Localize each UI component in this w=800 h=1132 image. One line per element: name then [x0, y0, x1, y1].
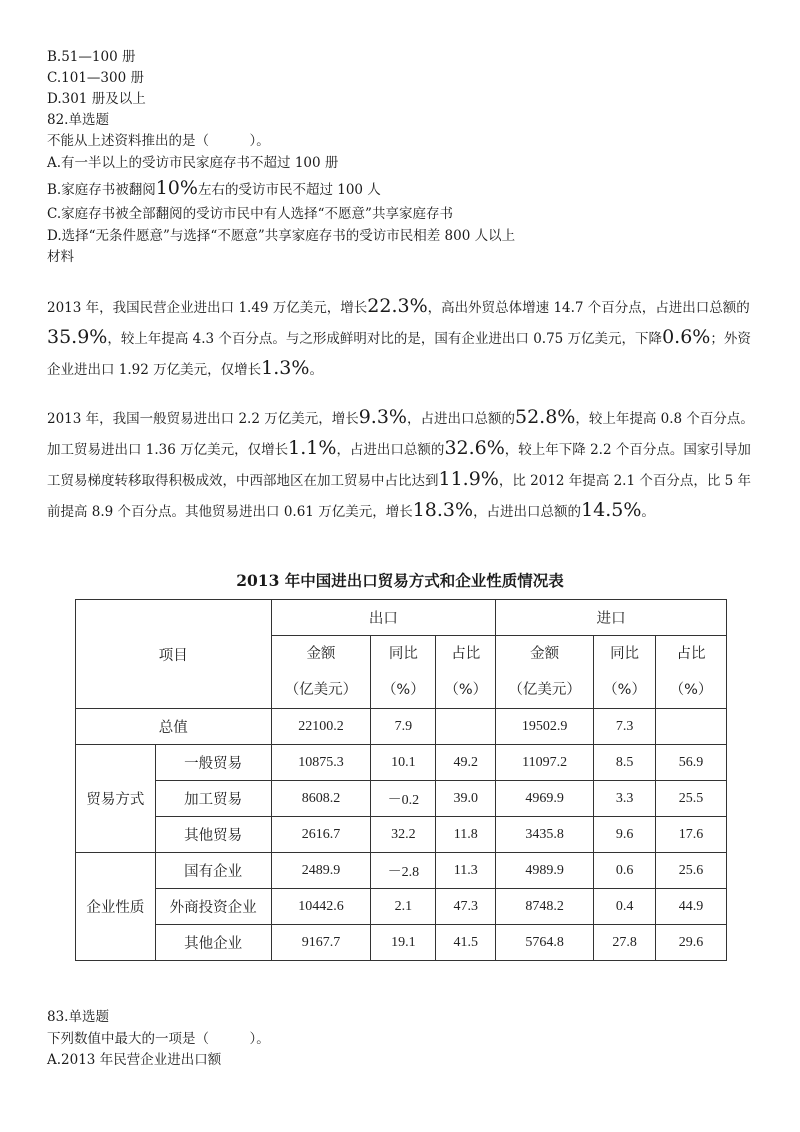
header-export: 出口: [271, 600, 496, 636]
q82-option-a: A.有一半以上的受访市民家庭存书不超过 100 册: [47, 155, 339, 171]
q83-number: 83.单选题: [47, 1009, 109, 1025]
header-export-share: 占比 （%）: [436, 636, 496, 709]
header-import-yoy: 同比 （%）: [594, 636, 656, 709]
header-import-amount: 金额 （亿美元）: [496, 636, 594, 709]
table-row: 企业性质 国有企业 2489.9 －2.8 11.3 4989.9 0.6 25.6: [76, 853, 727, 889]
q82-option-b-pre: B.家庭存书被翻阅: [47, 182, 156, 198]
material-paragraph-1: 2013 年，我国民营企业进出口 1.49 万亿美元，增长22.3%，高出外贸总体增速 14.7 个百分点，占进出口总额的35.9%，较上年提高 4.3 个百分点。与之形成鲜明对比的是，国有企业进出口 0.75 万亿美元，下降0.6%；外资企业进出口 1.92 万亿美元，仅增长1.3%。: [47, 295, 751, 379]
q83-stem: 下列数值中最大的一项是（ ）。: [47, 1031, 270, 1047]
q82-stem: 不能从上述资料推出的是（ ）。: [47, 133, 270, 149]
header-item: 项目: [76, 600, 272, 709]
table-row: 贸易方式 一般贸易 10875.3 10.1 49.2 11097.2 8.5 56.9: [76, 745, 727, 781]
group-label-enterprise-type: 企业性质: [76, 853, 156, 961]
q82-option-b: [47, 178, 381, 200]
table-header-row-1: [76, 600, 727, 636]
table-row: 其他贸易 2616.7 32.2 11.8 3435.8 9.6 17.6: [76, 817, 727, 853]
q81-option-b: B.51—100 册: [47, 49, 136, 65]
table-row: 外商投资企业 10442.6 2.1 47.3 8748.2 0.4 44.9: [76, 889, 727, 925]
trade-table: [75, 599, 727, 961]
q81-option-d: D.301 册及以上: [47, 91, 146, 107]
header-export-yoy: 同比 （%）: [371, 636, 436, 709]
q82-option-b-post: 左右的受访市民不超过 100 人: [197, 182, 381, 198]
table-row: 其他企业 9167.7 19.1 41.5 5764.8 27.8 29.6: [76, 925, 727, 961]
material-paragraph-2: 2013 年，我国一般贸易进出口 2.2 万亿美元，增长9.3%，占进出口总额的52.8%，较上年提高 0.8 个百分点。加工贸易进出口 1.36 万亿美元，仅增长1.1%，占进出口总额的32.6%，较上年下降 2.2 个百分点。国家引导加工贸易梯度转移取得积极成效，中西部地区在加工贸易中占比达到11.9%，比 2012 年提高 2.1 个百分点，比 5 年前提高 8.9 个百分点。其他贸易进出口 0.61 万亿美元，增长18.3%，占进出口总额的14.5%。: [47, 406, 754, 521]
table-row-total: 总值 22100.2 7.9 19502.9 7.3: [76, 709, 727, 745]
header-export-amount: 金额 （亿美元）: [271, 636, 371, 709]
q82-number: 82.单选题: [47, 112, 109, 128]
table-row: 加工贸易 8608.2 －0.2 39.0 4969.9 3.3 25.5: [76, 781, 727, 817]
q82-option-b-pct: 10%: [155, 177, 198, 199]
table-title: 2013 年中国进出口贸易方式和企业性质情况表: [236, 571, 564, 590]
q83-option-a: A.2013 年民营企业进出口额: [47, 1052, 222, 1068]
header-import-share: 占比 （%）: [656, 636, 727, 709]
header-import: 进口: [496, 600, 727, 636]
q82-option-d: D.选择“无条件愿意”与选择“不愿意”共享家庭存书的受访市民相差 800 人以上: [47, 228, 516, 244]
q82-option-c: C.家庭存书被全部翻阅的受访市民中有人选择“不愿意”共享家庭存书: [47, 206, 453, 222]
material-label: 材料: [47, 249, 74, 265]
q81-option-c: C.101—300 册: [47, 70, 144, 86]
group-label-trade-mode: 贸易方式: [76, 745, 156, 853]
